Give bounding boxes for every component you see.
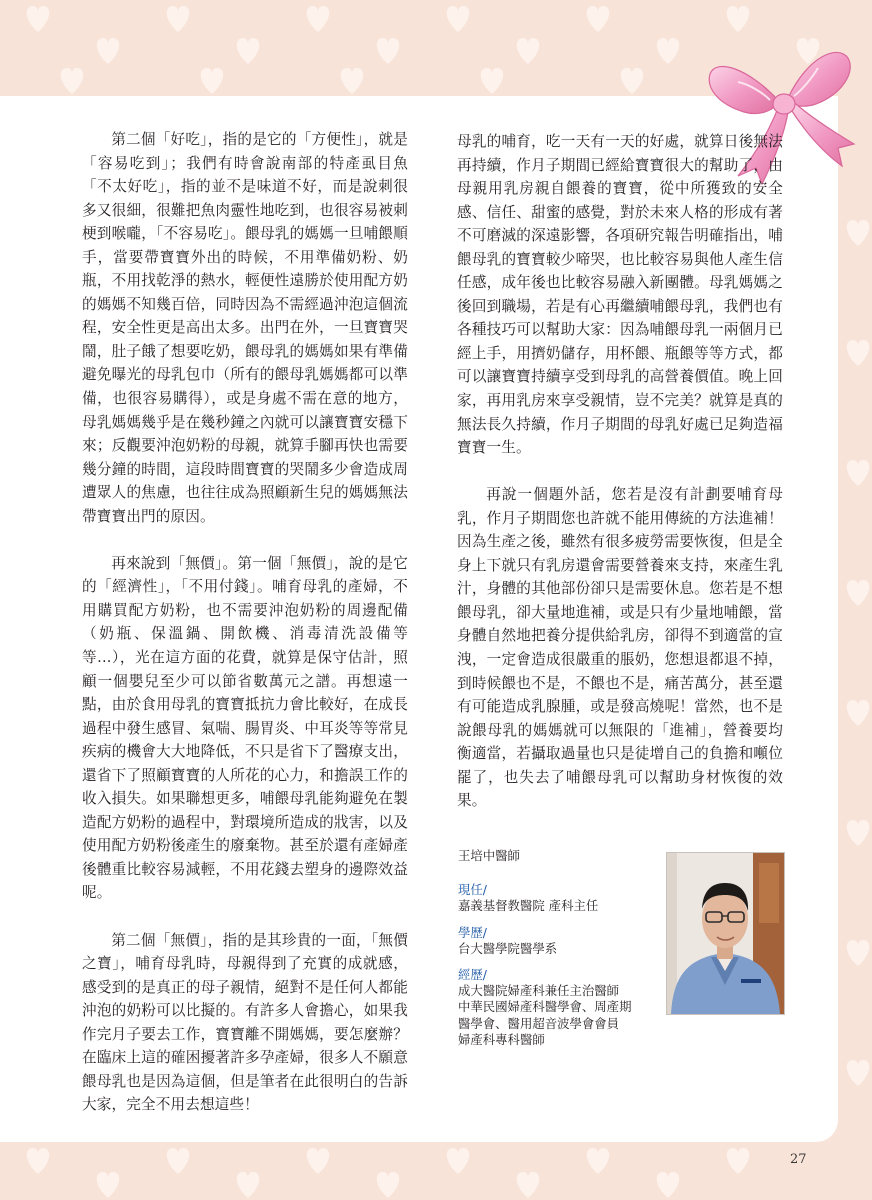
experience-line: 中華民國婦產科醫學會、周產期 bbox=[458, 999, 632, 1015]
article-paragraph: 第二個「好吃」，指的是它的「方便性」，就是「容易吃到」；我們有時會說南部的特產虱目魚「不太好吃」，指的並不是味道不好，而是說刺很多又很細，很難把魚肉靈性地吃到，也很容易被刺梗到喉嚨，「不容易吃」。餵母乳的媽媽一旦哺餵順手，當要帶寶寶外出的時候，不用準備奶粉、奶瓶，不用找乾淨的熱水，輕便性遠勝於使用配方奶的媽媽不知幾百倍，同時因為不需經過沖泡這個流程，安全性更是高出太多。出門在外，一旦寶寶哭鬧，肚子餓了想要吃奶，餵母乳的媽媽如果有準備避免曝光的母乳包巾（所有的餵母乳媽媽都可以準備，也很容易購得），或是身處不需在意的地方，母乳媽媽幾乎是在幾秒鐘之內就可以讓寶寶安穩下來；反觀要沖泡奶粉的母親，就算手腳再快也需要幾分鐘的時間，這段時間寶寶的哭鬧多少會造成周遭眾人的焦慮，也往往成為照顧新生兒的媽媽無法帶寶寶出門的原因。 bbox=[82, 131, 408, 525]
current-position-line: 嘉義基督教醫院 產科主任 bbox=[458, 898, 599, 914]
experience-line: 婦產科專科醫師 bbox=[458, 1031, 545, 1047]
article-left-column bbox=[82, 128, 408, 1140]
article-paragraph: 第二個「無價」，指的是其珍貴的一面，「無價之寶」，哺育母乳時，母親得到了充實的成就感，感受到的是真正的母子親情，絕對不是任何人都能沖泡的奶粉可以比擬的。有許多人會擔心，如果我作完月子要去工作，寶寶離不開媽媽，要怎麼辦？在臨床上這的確困擾著許多孕產婦，很多人不願意餵母乳也是因為這個，但是筆者在此很明白的告訴大家，完全不用去想這些！ bbox=[82, 931, 408, 1114]
education-heading: 學歷/ bbox=[458, 924, 487, 940]
experience-line: 醫學會、醫用超音波學會會員 bbox=[458, 1015, 620, 1031]
article-paragraph: 母乳的哺育，吃一天有一天的好處，就算日後無法再持續，作月子期間已經給寶寶很大的幫助了，由母親用乳房親自餵養的寶寶，從中所獲致的安全感、信任、甜蜜的感覺，對於未來人格的形成有著不可磨滅的深遠影響，各項研究報告明確指出，哺餵母乳的寶寶較少啼哭，也比較容易與他人產生信任感，成年後也比較容易融入新團體。母乳媽媽之後回到職場，若是有心再繼續哺餵母乳，我們也有各種技巧可以幫助大家：因為哺餵母乳一兩個月已經上手，用擠奶儲存，用杯餵、瓶餵等等方式，都可以讓寶寶持續享受到母乳的高營養價值。晚上回家，再用乳房來享受親情，豈不完美？就算是真的無法長久持續，作月子期間的母乳好處已足夠造福寶寶一生。 bbox=[457, 133, 783, 457]
article-right-column bbox=[457, 130, 783, 836]
experience-heading: 經歷/ bbox=[458, 967, 487, 983]
article-paragraph: 再來說到「無價」。第一個「無價」，說的是它的「經濟性」，「不用付錢」。哺育母乳的產婦，不用購買配方奶粉，也不需要沖泡奶粉的周邊配備（奶瓶、保溫鍋、開飲機、消毒清洗設備等等...），光在這方面的花費，就算是保守估計，照顧一個嬰兒至少可以節省數萬元之譜。再想遠一點，由於食用母乳的寶寶抵抗力會比較好，在成長過程中發生感冒、氣喘、腸胃炎、中耳炎等等常見疾病的機會大大地降低，不只是省下了醫療支出，還省下了照顧寶寶的人所花的心力，和擔誤工作的收入損失。如果聯想更多，哺餵母乳能夠避免在製造配方奶粉的過程中，對環境所造成的戕害，以及使用配方奶粉後產生的廢棄物。甚至於還有產婦產後體重比較容易減輕，不用花錢去塑身的邊際效益呢。 bbox=[82, 554, 408, 902]
education-line: 台大醫學院醫學系 bbox=[458, 940, 558, 956]
author-bio bbox=[458, 848, 663, 1048]
author-name: 王培中醫師 bbox=[458, 848, 520, 863]
page-number: 27 bbox=[790, 1152, 807, 1167]
experience-line: 成大醫院婦產科兼任主治醫師 bbox=[458, 983, 620, 999]
article-paragraph: 再說一個題外話，您若是沒有計劃要哺育母乳，作月子期間您也許就不能用傳統的方法進補！因為生產之後，雖然有很多疲勞需要恢復，但是全身上下就只有乳房還會需要營養來支持，來產生乳汁，身體的其他部份卻只是需要休息。您若是不想餵母乳，卻大量地進補，或是只有少量地哺餵，當身體自然地把養分提供給乳房，卻得不到適當的宣洩，一定會造成很嚴重的脹奶，您想退都退不掉，到時候餵也不是，不餵也不是，痛苦萬分，甚至還有可能造成乳腺腫，或是發高燒呢！當然，也不是說餵母乳的媽媽就可以無限的「進補」，營養要均衡適當，若攝取過量也只是徒增自己的負擔和噸位罷了，也失去了哺餵母乳可以幫助身材恢復的效果。 bbox=[457, 486, 783, 810]
current-position-heading: 現任/ bbox=[458, 882, 487, 898]
author-photo bbox=[666, 852, 785, 1015]
